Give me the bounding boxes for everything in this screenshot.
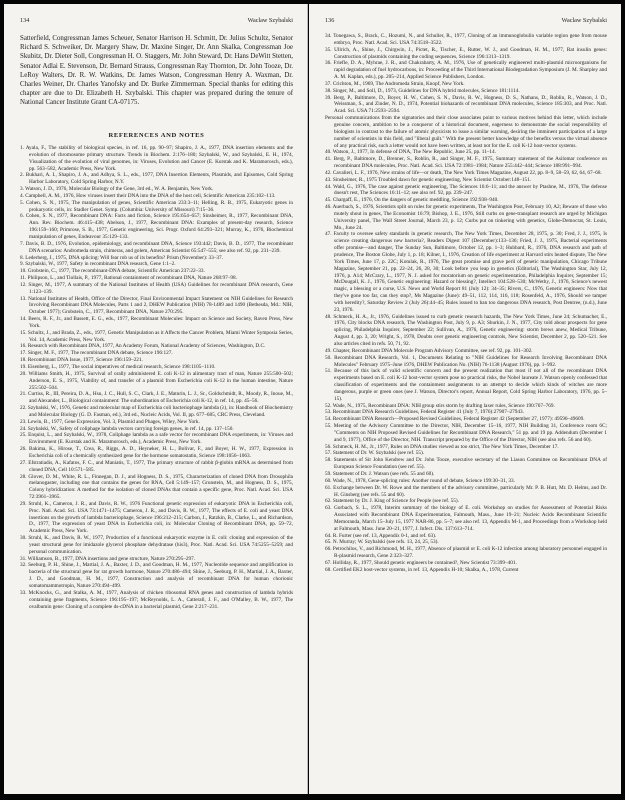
reference-entry: 44. Wald, G., 1976, The case against genetic engineering, The Sciences 16:6–11; and the answer by Ptashne, M., 1976, The defense doesn't rest, The Sciences 16:11–12; see also ref. 92, pp. 239–247.: [325, 183, 607, 197]
reference-entry: 50. Recombinant DNA Research, Vol. 1, Documents Relating to "NIH Guidelines for Research Involving Recombinant DNA Molecules" February 1975–June 1976, DHEW Publication No. (NIH) 76-1138 (August 1976), pp. 1–992.: [325, 354, 607, 368]
page-number: 136: [325, 17, 335, 24]
acknowledgments-paragraph: Satterfield, Congressman James Scheuer, Senator Harrison H. Schmitt, Dr. Julius Schultz, Senator Richard S. Schweiker, Dr. Margery Shaw, Dr. Maxine Singer, Dr. Ann Skalka, Congressman Joe Skubitz, Dr. Dieter Soll, Congressman H. O. Staggers, Mr. John Steward, Dr. Hans DeWitt Stetten, Senator Adlai E. Stevenson, Dr. Bernard Strauss, Congressman Ray Thornton, Dr. John Tooze, Dr. LeRoy Walters, Dr. R. W. Watkins, Dr. James Watson, Congressman Henry A. Waxman, Dr. Charles Weiner, Dr. Charles Yanofsky and Dr. Burke Zimmerman. Special thanks for editing this chapter are due to Dr. Elizabeth H. Szybalski. This chapter was prepared during the tenure of National Cancer Institute Grant CA-07175.: [20, 35, 293, 107]
reference-entry: 33. McKnocks, G., and Stalka, A. M., 1977, Analysis of chicken ribosomal RNA genes and construction of lambda hybrids containing gene fragments, Science 196:195–197; McReynolds, L. A., Catterall, J. F., and O'Malley, B. W., 1977, The ovalbumin gene: Cloning of a complete ds-cDNA in a bacterial plasmid, Gene 2:217–231.: [20, 589, 293, 610]
reference-entry: 65. N. Murray; W. Szybalski (see refs. 13, 24, 25, 53).: [325, 539, 439, 546]
reference-entry: 3. Watson, J. D., 1976, Molecular Biology of the Gene, 3rd ed., W. A. Benjamin, New York.: [20, 186, 214, 193]
reference-entry: 51. Because of this lack of valid scientific concern and the present realization that most if not all of the recombinant DNA experiments based on E. coli K-12 host-vector system pose no practical risks, the Nobel laureate J. Watson openly confessed that classification of experiments and the containment assignments to an attempt to decide which kinds of witches are more dangerous, purple or green ones (see J. Watson, Director's report, Annual Report, Cold Spring Harbor Laboratory, 1976, pp. 5–15).: [325, 368, 607, 402]
reference-entry: 9. Szybalski, W., 1977, Safety in recombinant DNA research, Gene 1:1–2.: [20, 261, 176, 268]
reference-list: [325, 33, 607, 574]
reference-entry: 63. Gorbach, S. L., 1978, Interim summary of the biology of E. coli. Workshop on studies for Assessment of Potential Risks Associated with Recombinant DNA Experimentation, Falmouth, Mass., June 19–21; Nucleic Acids Recombinant Scientific Memoranda, March 15–July 15, 1977 NAR-86, pp. 5–7; see also ref. 13, Appendix M-1, and Proceedings from a Workshop held at Falmouth, Mass. June 20–21, 1977, J. Infect. Dis. 137:613–714.: [325, 505, 607, 532]
reference-entry: 45. Chargaff, E., 1976, On the dangers of genetic meddling, Science 192:938–940.: [325, 197, 499, 204]
reference-entry: 17. Singer, M. F., 1977, The recombinant DNA debate, Science 196:127.: [20, 350, 173, 357]
page-number: 134: [20, 17, 30, 24]
reference-entry: 54. Recombinant DNA Research—Proposed Revised Guidelines, Federal Register 42 (September 27, 1977): 49596–49609.: [325, 416, 585, 423]
reference-entry: 19. Eisenberg, L., 1977, The social imperatives of medical research, Science 198:1105–1110.: [20, 364, 216, 370]
reference-entry: 35. Ullrich, A., Shine, J., Chirgwin, J., Pictet, R., Tischer, E., Rutter, W. J., and Goodman, H. M., 1977, Rat insulin genes: Construction of plasmids containing the coding sequences, Science 196:1313–1319.: [325, 46, 607, 60]
reference-entry: 10. Grobstein, C., 1977, The recombinant-DNA debate, Scientific American 237:22–33.: [20, 268, 205, 275]
left-page: [4, 4, 308, 794]
reference-entry: 62. Statement by Dr. J. King of Science for People (see ref. 55).: [325, 498, 459, 505]
reference-entry: 21. Curtiss, R., III, Pereira, D. A., Hsu, J. C., Hull, S. C., Clark, J. E., Maturin, L. J., Sr., Goldschmidt, R., Moody, R., Inoue, M., and Alexander, L., Biological containment: The subordination of Escherichia coli K-12, in ref. 14, pp. 45–56.: [20, 391, 293, 405]
reference-entry: 32. Seeburg, P. H., Shine, J., Martial, J. A., Baxter, J. D., and Goodman, H. M., 1977, Nucleotide sequence and amplification in bacteria of the structural gene for rat growth hormone, Nature 270:486–494; Shine, J., Seeburg, P. H., Martial, J. A., Baxter, J. D., and Goodman, H. M., 1977, Construction and analysis of recombinant DNA for human chorionic somatomammotropin, Nature 270:494–499.: [20, 562, 293, 589]
reference-entry: 11. Philipson, L., and Tiollais, P., 1977, Rational containment of recombinant DNA, Nature 268:97–98.: [20, 275, 237, 282]
reference-entry: 31. Williamson, B., 1977, DNA insertions and gene structure, Nature 270:295–297.: [20, 555, 196, 562]
reference-entry: 68. Certified EK2 host-vector systems, in ref. 13, Appendix H-10; Skalka, A., 1978, Current: [325, 566, 519, 573]
reference-entry: 66. Petrochilos, V., and Richmond, M. H., 1977, Absence of plasmid or E. coli K-12 infection among laboratory personnel engaged in R-plasmid research, Gene 2:323–327.: [325, 546, 607, 560]
reference-entry: 22. Szybalski, W., 1976, Genetic and molecular map of Escherichia coli bacteriophage lambda (λ), in: Handbook of Biochemistry and Molecular Biology (G. D. Fasman, ed.), 3rd ed., Nucleic Acids, Vol. II, pp. 677–685, CRC Press, Cleveland.: [20, 405, 293, 418]
reference-entry: 4. Campbell, A. M., 1976, How viruses insert their DNA into the DNA of the host cell, Scientific American 235:102–113.: [20, 192, 276, 199]
reference-entry: 24. Szybalski, W., Safety of coliphage lambda vectors carrying foreign genes, in ref. 14, pp. 137–150.: [20, 425, 234, 432]
right-page: [309, 4, 621, 794]
reference-entry: 37. Crichton, M., 1969, The Andromeda Strain, Knopf, New York.: [325, 80, 465, 87]
running-header: [325, 16, 607, 26]
reference-entry: 39. Berg, P., Baltimore, D., Boyer, H. W., Cohen, S. N., Davis, R. W., Hogness, D. S., Nathans, D., Roblin, R., Watson, J. D., Weissman, S., and Zinder, N. D., 1974, Potential biohazards of recombinant DNA molecules, Science 185:303, and Proc. Natl. Acad. Sci. USA 71:2593–2594.: [325, 94, 607, 115]
reference-entry: 12. Singer, M., 1977, A summary of the National Institutes of Health (USA) Guidelines for recombinant DNA research, Gene 1:123–139.: [20, 281, 293, 295]
reference-entry: 48. Schmeck, H. A., Jr., 1976, Guidelines issued to curb genetic research hazards, The New York Times, June 24; Schumacher, E., 1976, City blocks DNA research, The Washington Post, July 9, p. A3; Shurkin, J. N., 1977, City told about prospects for gene splicing, Philadelphia Inquirer, September 22; Sullivan, A., 1976, Genetic engineering: storm brews anew, Medical Tribune, August 4, pp. 3, 20; Wright, S., 1978, Doubts over genetic engineering controls, New Scientist, December 2, pp. 520–521. See also articles cited in refs. 50, 71, 92.: [325, 313, 607, 347]
reference-entry: 25. Enquist, L., and Szybalski, W., 1978, Coliphage lambda as a safe vector for recombinant DNA experiments, in: Viruses and Environment (E. Kurstak and K. Maramorosch, eds.), Academic Press, New York.: [20, 432, 293, 446]
reference-entry: 58. Statements of Sir John Kendrew and Dr. John Tooze, executive secretary of the Liason Committee on Recombinant DNA of European Science Foundation (see ref. 55).: [325, 457, 607, 471]
reference-entry: Personal communications from the signatories and their close associates point to various motives behind this letter, which include genuine concern, ambition to be a conqueror of a historical document, eagerness to demonstrate the social responsibility of biologists in contrast to the failure of atomic physicists to issue a similar warning, desiring the imminent participation of a large number of scientists in this field, and "liberal guilt." With the present better knowledge of the benefits versus the virtual absence of any practical risk, such a letter would not have been written, at least not for the E. coli K-12 host-vector systems.: [325, 115, 607, 149]
reference-entry: 61. Exchange between Dr. W. Rowe and the members of the advisory committee, particularly Mr. P. B. Hutt, Mr. D. Helms, and Dr. H. Ginsberg (see refs. 55 and 60).: [325, 484, 607, 498]
reference-entry: 13. National Institutes of Health, Office of the Director, Final Environmental Impact Statement on NIH Guidelines for Research Involving Recombinant DNA Molecules, Parts 1 and 2, DHEW Publication (NIH) 78-1489 and 1490 (Bethesda, Md.: NIH, October 1977); Grobstein, C., 1977, Recombinant DNA, Nature 270:295.: [20, 295, 293, 316]
reference-entry: 1. Ayala, F., The stability of biological species, in ref. 16, pp. 90–97; Shapiro, J. A., 1977, DNA insertion elements and the evolution of chromosome primary structure. Trends in Biochem. 2:176–180; Szybalski, W., and Szybalski, E. H., 1974, Visualization of the evolution of viral genomes, in: Viruses, Evolution and Cancer (E. Kurstak and K. Maramorosch, eds.), pp. 563–582, Academic Press, New York.: [20, 145, 293, 172]
reference-entry: 57. Statement of Dr. W. Szybalski (see ref. 55).: [325, 450, 425, 457]
reference-entry: 5. Cohen, S. N., 1975, The manipulation of genes, Scientific American 233:3–11; Helling, R. B., 1975, Eukaryotic genes in prokaryotic cells, in: Stadler Genet. Symp. (Columbia: University of Missouri) 7:15–36.: [20, 199, 293, 213]
reference-entry: 56. Schmeck, H. M., Jr., 1977, Rules on DNA studies viewed as too strict, The New York Times, December 17.: [325, 443, 559, 450]
reference-entry: 29. Struhl, K., Cameron, J. R., and Davis, R. W., 1976 Functional genetic expression of eukaryotic DNA in Escherichia coli, Proc. Natl. Acad. Sci. USA 73:1471–1475; Cameron, J. R., and Davis, R. W., 1977, The effects of E. coli and yeast DNA insertions on the growth of lambda bacteriophage, Science 196:212–215; Carbon, J., Ratzkin, B., Clarke, L., and Richardson, D., 1977, The expression of yeast DNA in Escherichia coli, in: Molecular Cloning of Recombinant DNA, pp. 59–72, Academic Press, New York.: [20, 500, 293, 535]
reference-entry: 6. Cohen, S. N., 1977, Recombinant DNA: Facts and fiction, Science 195:654–657; Sinsheimer, R., 1977, Recombinant DNA, Ann. Rev. Biochem. 46:415–438; Abelson, J., 1977, Recombinant DNA: Examples of present-day research, Science 196:159–160; Primrose, S. B., 1977, Genetic engineering, Sci. Progr. Oxford 64:293–321; Murray, K., 1976, Biochemical manipulation of genes, Endeavour 35:129–133.: [20, 213, 293, 240]
reference-entry: 46. Auerbach, S., 1976, Scientists split on rules for genetic experiments, The Washington Post, February 10, A2; Beware of those who mutely shout in genes, The Economist 16:79; Bishop, J. E., 1976, Still curbs on gene-transplant research are urged by Michigan University panel, The Wall Street Journal, March 23, p. 12; Curbs put on tinkering with genetics, Globe-Democrat, St. Louis, Mo., June 24.: [325, 204, 607, 231]
reference-entry: 15. Schultz, J., and Brada, Z., eds., 1977, Genetic Manipulation as it Affects the Cancer Problem, Miami Winter Symposia Series, Vol. 14, Academic Press, New York.: [20, 329, 293, 343]
reference-list: [20, 145, 293, 610]
reference-entry: 2. Bukhari, A. I., Shapiro, J. A., and Adhya, S. L., eds., 1977, DNA Insertion Elements, Plasmids, and Episomes, Cold Spring Harbor Laboratory, Cold Spring Harbor, N.Y.: [20, 172, 293, 186]
reference-entry: 36. Friefle, D. A., Myhrae, J. R., and Chakrabarty, A. M., 1976, Use of genetically engineered multi-plasmid microorganisms for rapid degradation of fuel hydrocarbons, in: Proceeding of the Third International Biodegradation Symposium (J. M. Sharpley and A. M. Kaplan, eds.), pp. 205–214, Applied Science Publishers, London.: [325, 60, 607, 81]
reference-entry: 18. Recombinant DNA Issue, 1977, Science 196:159–221.: [20, 357, 143, 364]
reference-entry: 20. Williams Smith, H., 1975, Survival of orally administered E. coli K-12 in alimentary tract of man, Nature 255:500–502; Anderson, E. S., 1975, Viability of, and transfer of a plasmid from Escherichia coli K-12 in the human intestine, Nature 255:502–504.: [20, 370, 293, 391]
reference-entry: 64. R. Furter (see ref. 13, Appendix 0-1, and ref. 63).: [325, 532, 437, 539]
reference-entry: 16. Research with Recombinant DNA, 1977, An Academy Forum, National Academy of Sciences, Washington, D.C.: [20, 343, 266, 350]
reference-entry: 49. Chapter, Recombinant DNA Molecule Program Advisory Committee, see ref. 92, pp. 101–302.: [325, 347, 533, 354]
reference-entry: 23. Lewin, B., 1977, Gene Expression, Vol. 3, Plasmid and Phages, Wiley, New York.: [20, 418, 200, 425]
running-author: Waclaw Szybalski: [561, 17, 607, 24]
running-author: Waclaw Szybalski: [247, 17, 293, 24]
reference-entry: 41. Berg, P., Baltimore, D., Brenner, S., Roblin, R., and Singer, M. F., 1975, Summary statement of the Asilomar conference on recombinant DNA molecules, Proc. Natl. Acad. Sci. USA 72:1981–1984; Nature 255:442–444; Science 188:991–994.: [325, 156, 607, 170]
reference-entry: 40. Watson, J., 1977, In defense of DNA, The New Republic, June 25, pp. 11–14.: [325, 149, 496, 156]
reference-entry: 7. Davis, B. D., 1976, Evolution, epidemiology, and recombinant DNA, Science 193:442; Davis, B. D., 1977, The recombinant DNA scenarios: Andromeda strain, chimeras, and golem, American Scientist 65:547–555; see also ref. 92, pp. 231–239.: [20, 240, 293, 254]
reference-entry: 55. Meeting of the Advisory Committee to the Director, NIH, December 15–16, 1977, NIH Building 31, Conference room 6C; "Comments on NIH Proposed Revised Guidelines for Recombinant DNA Research," 51 pp. and 19 pp. Addendum (December 1 and 9, 1977), Office of the Director, NIH. Transcript prepared by the Office of the Director, NIH (see also refs. 56 and 60).: [325, 423, 607, 443]
reference-entry: 52. Wade, N., 1975, Recombinant DNA: NIH group stirs storm by drafting laxer rules, Science 190:767–769.: [325, 402, 555, 409]
reference-entry: 53. Recombinant DNA Research Guidelines, Federal Register 41 (July 7, 1976):27907–27943.: [325, 409, 524, 416]
reference-entry: 60. Wade, N., 1978, Gene-splicing rules: Another round of debate, Science 199:30–31, 33.: [325, 477, 515, 484]
references-heading: REFERENCES AND NOTES: [108, 132, 205, 139]
reference-entry: 26. Bakima, K., Hirose, T., Crea, R., Riggs, A. D., Heyneker, H. L., Bolivar, F., and Boyer, H. W., 1977, Expression in Escherichia coli of a chemically synthesized gene for the hormone somatostatin, Science 198:1056–1063.: [20, 446, 293, 459]
reference-entry: 28. Glover, D. M., White, R. L., Finnegan, D. J., and Hogness, D. S., 1975, Characterization of cloned DNA from Drosophila melanogaster, including one that contains the genes for RNA, Cell 5:149–157; Grunstein, M., and Hogness, D. S., 1975, Colony hybridization: A method for the isolation of cloned DNAs that contain a specific gene, Proc. Natl. Acad. Sci. USA 72:3961–3965.: [20, 473, 293, 501]
running-header: [20, 16, 293, 26]
reference-entry: 42. Cavalieri, L. F., 1976, New strains of life—or death, The New York Times Magazine, August 22, pp. 8–9, 58–59, 62, 64, 67–68.: [325, 169, 602, 176]
reference-entry: 59. Statement of Dr. J. Watson (see refs. 55 and 60).: [325, 471, 435, 477]
reference-entry: 8. Lederberg, J., 1975, DNA splicing: Will fear rob us of its benefits? Prism (November): 33–37.: [20, 254, 223, 261]
reference-entry: 38. Singer, M., and Soll, D., 1973, Guidelines for DNA hybrid molecules, Science 181:1114.: [325, 87, 520, 94]
reference-entry: 14. Beers, R. F., Jr., and Bassett, E. G., eds., 1977, Recombinant Molecules: Impact on Science and Society, Raven Press, New York.: [20, 316, 293, 329]
reference-entry: 30. Struhl, K., and Davis, R. W., 1977, Production of a functional eukaryotic enzyme in E. coli: cloning and expression of the yeast structural gene for imidazole glycerol phosphate dehydratase (his3), Proc. Natl. Acad. Sci. USA 74:5255–5259; and personal communication.: [20, 535, 293, 555]
reference-entry: 27. Efstratiadis, A., Kafatos, F. C., and Maniatis, T., 1977, The primary structure of rabbit β-globin mRNA as determined from cloned DNA, Cell 10:571–585.: [20, 459, 293, 473]
reference-entry: 34. Tonegawa, S., Brack, C., Hozumi, N., and Schuller, R., 1977, Cloning of an immunoglobulin variable region gene from mouse embryo, Proc. Natl. Acad. Sci. USA 74:3518–3522.: [325, 33, 607, 46]
reference-entry: 43. Sinsheimer, R., 1975 Troubled dawn for genetic engineering, New Scientist October:148–151.: [325, 176, 532, 183]
reference-entry: 67. Holliday, R., 1977, Should genetic engineers be contained?, New Scientist 73:399–401.: [325, 559, 517, 566]
reference-entry: 47. Faculty to oversee safety standards in genetic research, The New York Times, December 28, 1975, p. 30; Fred, J. J., 1975, Is science creating dangerous new bacteria?, Readers Digest 107 (December):133–136; Fried, J. J., 1975, Bacterial experiments offer promise—and danger, The Sunday Sun, Baltimore, October 12, pp. 1–3; Hubbard, R., 1976, DNA research and path of prudence, The Boston Globe, July 1, p. 18; Kilner, I., 1976, Creation of life experiment at Harvard stirs heated dispute, The New York Times, June 17, p. 22C; Kotulak, R., 1976, The great promise and grave peril of genetic manipulation, Chicago Tribune Magazine, September 21, pp. 22–24, 26, 28, 30; Look before you leap in genetics (Editorial), The Washington Star, July 12, 1976, p. A14; McCrary, L., 1977, N. J. asked for moratorium on genetic experimentation, Philadelphia Inquirer, September 15; McDougall, K. J., 1976, Genetic engineering: Hazard or blessing?, Intellect 104:528–530; McWethy, J., 1976, Science's newest magic, a blessing or a curse, U.S. News and World Report 81 (July 12): 34–35; Rivers, C., 1976, Genetic engineers: Now that they've gone too far, can they stop?, Ms Magazine (June): 49–51, 112, 114, 116, 118; Rosenfeld, A., 1976, Should we tamper with heredity?, Saturday Review 2 (July 26):44–45; Rules issued to ban too dangerous DNA research, Post Dentree, (n.d.), June 23, 1976.: [325, 231, 607, 313]
